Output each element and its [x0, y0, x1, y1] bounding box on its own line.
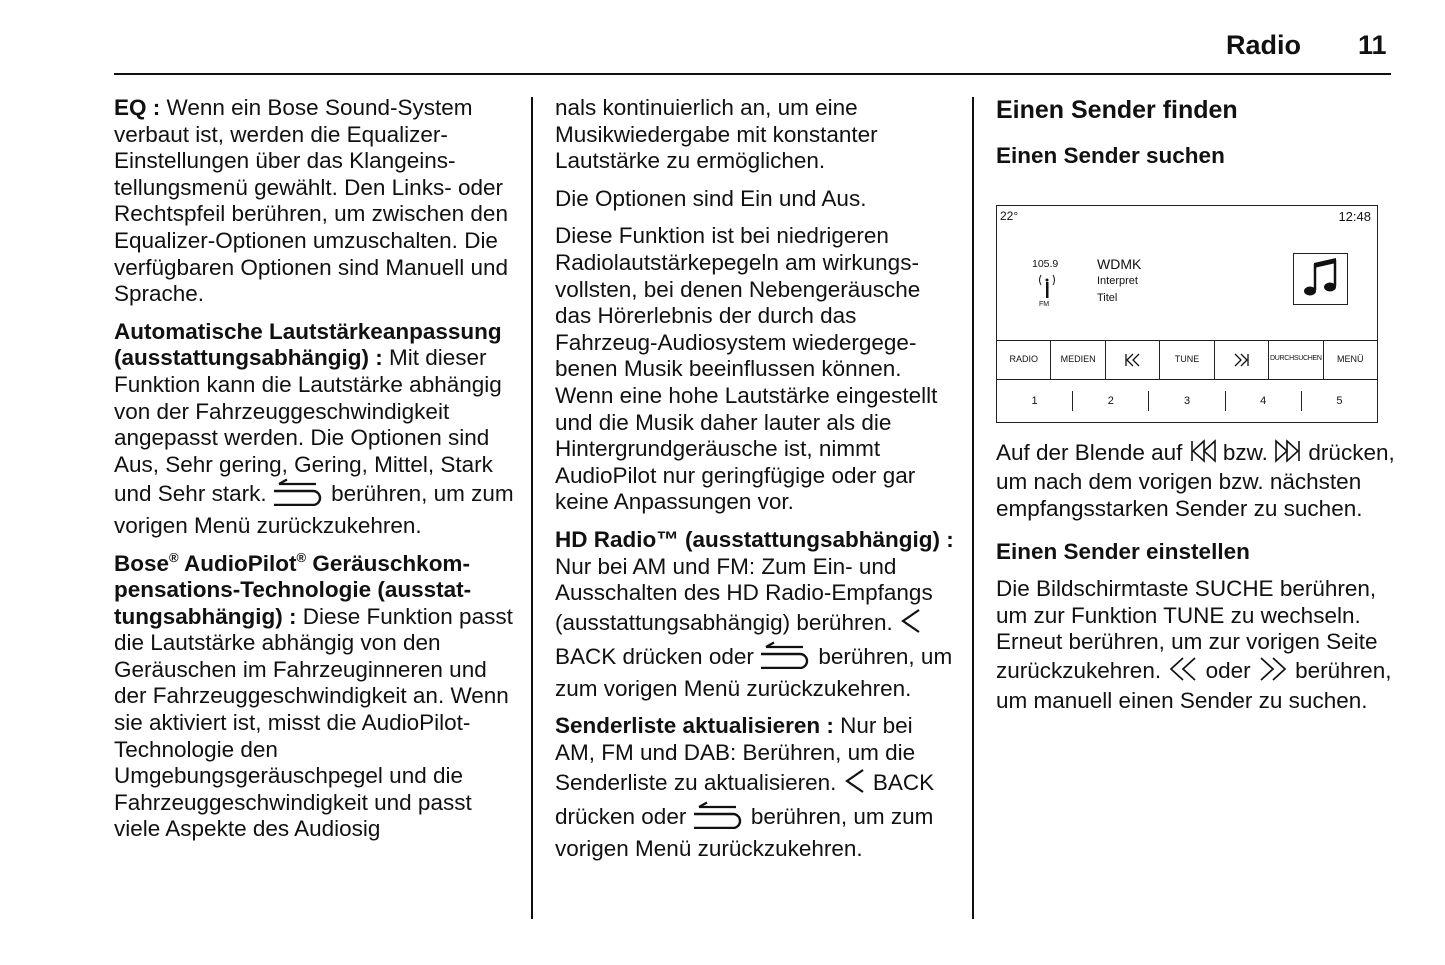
column-1	[114, 95, 514, 854]
screen-station-name: WDMK	[1097, 255, 1142, 272]
seek-forward-icon	[1274, 439, 1302, 470]
text-hd-radio-back: BACK drücken oder	[555, 644, 761, 670]
text-hd-radio: Nur bei AM und FM: Zum Ein- und Ausschalten des HD Radio-Empfangs (ausstattungsabhängig) berühren.	[555, 553, 933, 635]
screen-title: Titel	[1097, 291, 1118, 304]
double-chevron-right-icon	[1257, 656, 1289, 689]
double-chevron-left-icon	[1167, 656, 1199, 689]
screen-temperature: 22°	[1000, 208, 1019, 223]
text-audiopilot: Diese Funktion passt die Lautstärke abhängig von den Geräuschen im Fahrzeuginneren und der Fahrzeuggeschwindigkeit an. Wenn sie aktiviert ist, misst die AudioPilot-Technologie den Umgebungsgeräuschpegel und die Fahrzeuggeschwindigkeit und passt viele Aspekte des Audiosig	[114, 603, 513, 842]
paragraph-audiopilot-desc: Diese Funktion ist bei niedrigeren Radiolautstärkepegeln am wirkungsvollsten, bei denen Nebengeräusche das Hörerlebnis der durch das Fahrzeug-Audiosystem wiedergegebenen Musik beeinflussen können. Wenn eine hohe Lautstärke eingestellt und die Musik daher lauter als die Hintergrundgeräusche ist, nimmt AudioPilot nur geringfügige oder gar keine Anpassungen vor.	[555, 223, 938, 515]
radio-screen-illustration	[996, 205, 1378, 423]
screen-presets	[997, 380, 1377, 422]
term-hd-radio: HD Radio™ (ausstattungsabhängig) :	[555, 526, 954, 552]
text-station-list: Nur bei AM, FM und DAB: Berühren, um die Senderliste zu aktualisieren.	[555, 713, 916, 795]
text-hd-radio-end: berühren, um zum vorigen Menü zurückzukehren.	[555, 644, 953, 701]
section-title: Radio	[1226, 30, 1302, 60]
text-station-list-end: berühren, um zum vorigen Menü zurückzukehren.	[555, 804, 934, 861]
preset-5: 5	[1336, 394, 1343, 407]
screen-btn-tune: TUNE	[1160, 341, 1214, 379]
column-divider-1	[531, 97, 533, 919]
screen-btn-media: MEDIEN	[1051, 341, 1105, 379]
seek-back-icon	[1189, 439, 1217, 470]
back-chevron-icon	[899, 607, 923, 642]
screen-frequency: 105.9	[1032, 257, 1059, 270]
preset-2: 2	[1073, 391, 1149, 411]
text-eq: Wenn ein Bose Sound-System verbaut ist, werden die Equalizer-Einstellungen über das Klangeinstellungsmenü gewählt. Den Links- oder Rechtspfeil berühren, um zwischen den Equalizer-Optionen umzuschalten. Die verfügbaren Optionen sind Manuell und Sprache.	[114, 95, 509, 307]
paragraph-audiopilot-cont: nals kontinuierlich an, um eine Musikwiedergabe mit konstanter Lautstärke zu ermöglichen.	[555, 95, 878, 174]
preset-4: 4	[1226, 391, 1302, 411]
paragraph-hd-radio	[555, 527, 955, 703]
back-arrow-icon	[693, 801, 745, 836]
music-note-icon	[1293, 253, 1348, 305]
column-divider-2	[972, 97, 974, 919]
screen-artist: Interpret	[1097, 274, 1138, 287]
subheading-set-station: Einen Sender einstellen	[996, 539, 1250, 565]
header-divider	[114, 73, 1391, 75]
term-eq: EQ :	[114, 95, 161, 120]
preset-1: 1	[997, 391, 1073, 411]
back-arrow-icon	[273, 478, 325, 513]
seek-back-icon	[1106, 341, 1160, 379]
page-number: 11	[1358, 30, 1387, 60]
column-2	[555, 95, 955, 873]
preset-3: 3	[1149, 391, 1225, 411]
back-arrow-icon	[760, 641, 812, 676]
paragraph-audiopilot-options: Die Optionen sind Ein und Aus.	[555, 185, 867, 211]
paragraph-auto-volume	[114, 319, 514, 540]
screen-btn-menu: MENÜ	[1336, 354, 1364, 365]
screen-btn-radio: RADIO	[997, 341, 1051, 379]
text-station-list-back: BACK drücken oder	[555, 769, 935, 830]
screen-btn-browse: DURCHSUCHEN	[1269, 341, 1323, 379]
term-audiopilot: Bose® AudioPilot® Geräuschkompensations-Technologie (ausstattungsabhängig) :	[114, 549, 472, 629]
paragraph-tune: Die Bildschirmtaste SUCHE berühren, um zur Funktion TUNE zu wechseln. Erneut berühren, um zur vorigen Seite zurückzukehren. oder berühren, um manuell einen Sender zu suchen.	[996, 575, 1392, 714]
text-auto-volume: Mit dieser Funktion kann die Lautstärke abhängig von der Fahrzeuggeschwindigkeit angepasst werden. Die Optionen sind Aus, Sehr gering, Gering, Mittel, Stark und Sehr stark.	[114, 345, 502, 507]
seek-forward-icon	[1215, 341, 1269, 379]
screen-button-bar	[997, 340, 1377, 380]
text-auto-volume-end: berühren, um zum vorigen Menü zurückzukehren.	[114, 481, 514, 538]
paragraph-eq	[114, 95, 514, 308]
paragraph-seek: Auf der Blende auf bzw. drücken, um nach dem vorigen bzw. nächsten empfangsstarken Sender zu suchen.	[996, 439, 1395, 521]
paragraph-station-list	[555, 713, 955, 862]
heading-find-station: Einen Sender finden	[996, 96, 1238, 124]
term-station-list: Senderliste aktualisieren :	[555, 713, 834, 739]
paragraph-audiopilot	[114, 551, 514, 844]
term-auto-volume: Automatische Lautstärkeanpassung (ausstattungsabhängig) :	[114, 318, 502, 371]
column-3	[996, 95, 1396, 726]
back-chevron-icon	[843, 767, 867, 802]
subheading-search-station: Einen Sender suchen	[996, 143, 1225, 168]
screen-band: FM	[1039, 300, 1050, 308]
screen-clock: 12:48	[1338, 208, 1371, 224]
